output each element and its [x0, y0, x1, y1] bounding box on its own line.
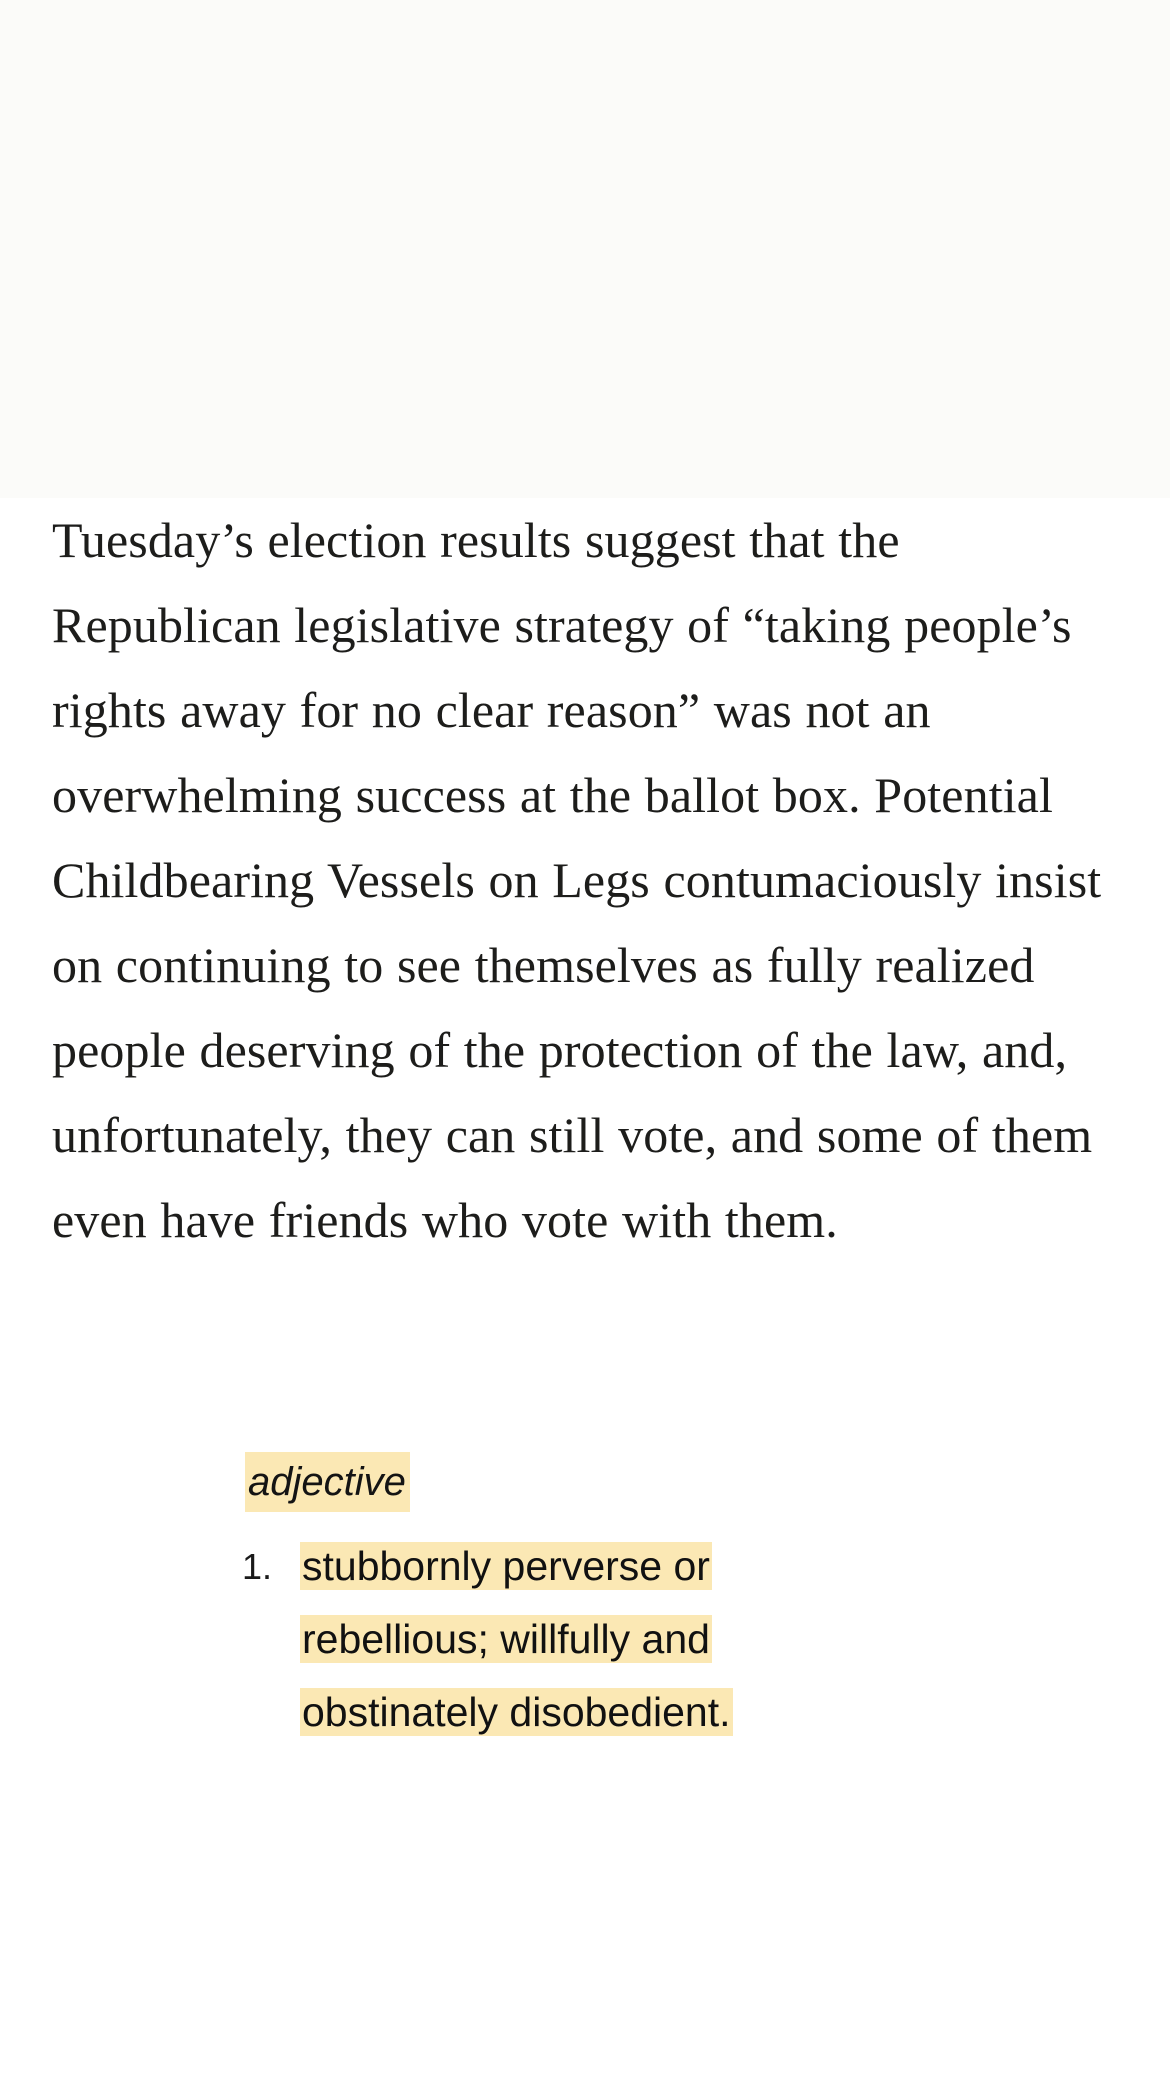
dictionary-definition-popup [0, 1452, 1170, 1749]
definition-list [0, 1530, 1170, 1749]
definition-index: 1. [241, 1546, 272, 1587]
article-paragraph [0, 498, 1170, 1263]
definition-text-highlight: stubbornly perverse or rebellious; willfully and obstinately disobedient. [302, 1543, 731, 1735]
part-of-speech-label: adjective [245, 1452, 410, 1512]
highlighted-word-contumaciously[interactable]: contumaciously [663, 838, 981, 923]
paragraph-text-after-highlight: insist on continuing to see themselves as fully realized people deserving of the protection of the law, and, unfortunately, they can still vote, and some of them even have friends who vote with them. [52, 852, 1102, 1248]
article-body [0, 498, 1170, 1263]
paragraph-text-before-highlight: Tuesday’s election results suggest that the Republican legislative strategy of “taking people’s rights away for no clear reason” was not an overwhelming success at the ballot box. Potential Childbearing Vessels on Legs [52, 512, 1072, 908]
definition-text [300, 1530, 820, 1749]
definition-list-item [0, 1530, 1170, 1749]
part-of-speech-row [0, 1452, 1170, 1512]
page-top-blank-area [0, 0, 1170, 498]
